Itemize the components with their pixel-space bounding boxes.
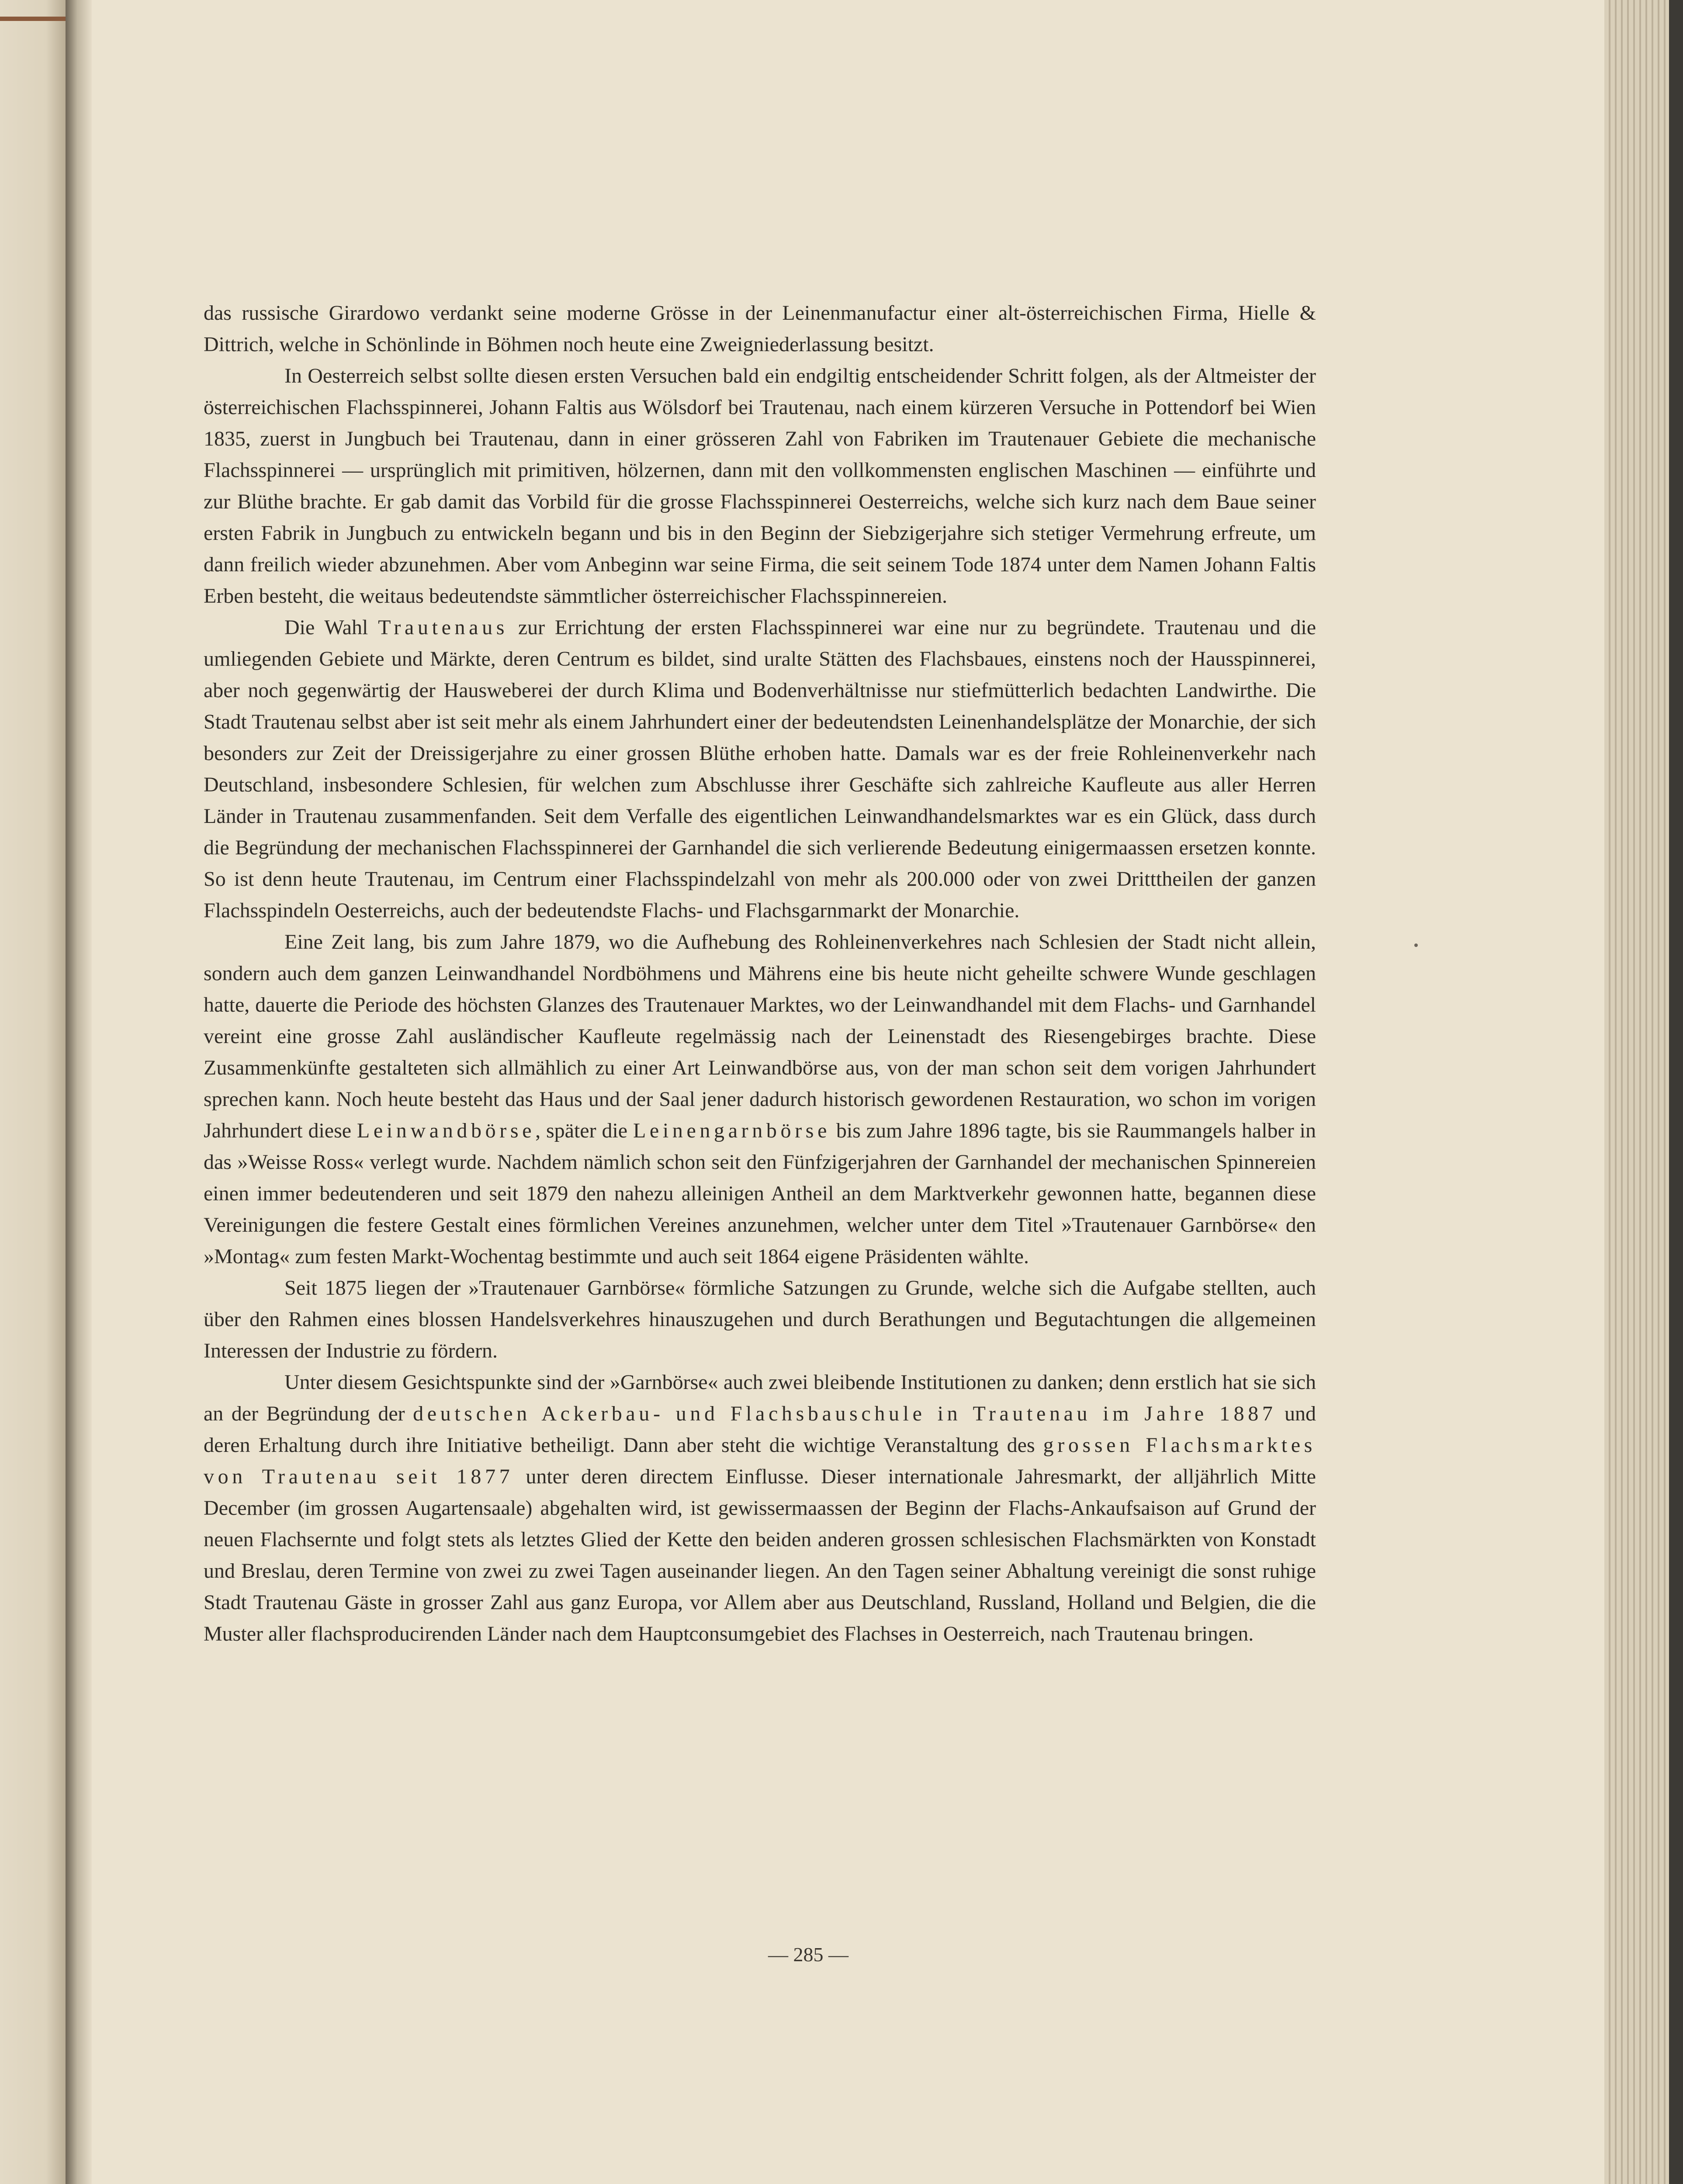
paragraph-6-lead: Unter diesem Gesichtspunkte sind der »Garnbörse« auch zwei bleibende Institutionen zu danken; denn erstlich hat sie sich an der Begründung der	[204, 1371, 1316, 1425]
previous-page-edge	[0, 0, 66, 2184]
spaced-term-leinengarnboerse: Leinengarnbörse	[633, 1119, 831, 1142]
paragraph-2: In Oesterreich selbst sollte diesen ersten Versuchen bald ein endgiltig entscheidender Schritt folgen, als der Altmeister der österreichischen Flachsspinnerei, Johann Faltis aus Wölsdorf bei Trautenau, nach einem kürzeren Versuche in Pottendorf bei Wien 1835, zuerst in Jungbuch bei Trautenau, dann in einer grösseren Zahl von Fabriken im Trautenauer Gebiete die mechanische Flachsspinnerei — ursprünglich mit primitiven, hölzernen, dann mit den vollkommensten englischen Maschinen — einführte und zur Blüthe brachte. Er gab damit das Vorbild für die grosse Flachsspinnerei Oesterreichs, welche sich kurz nach dem Baue seiner ersten Fabrik in Jungbuch zu entwickeln begann und bis in den Beginn der Siebzigerjahre sich stetiger Vermehrung erfreute, um dann freilich wieder abzunehmen. Aber vom Anbeginn war seine Firma, die seit seinem Tode 1874 unter dem Namen Johann Faltis Erben besteht, die weitaus bedeutendste sämmtlicher österreichischer Flachsspinnereien.	[204, 364, 1316, 608]
spaced-term-trautenaus: Trautenaus	[378, 616, 509, 639]
page-number: — 285 —	[768, 1943, 848, 1966]
spaced-term-flachsbauschule: deutschen Ackerbau- und Flachsbauschule in Trautenau im Jahre 1887	[413, 1402, 1277, 1425]
ink-speck	[1414, 943, 1418, 947]
body-text	[204, 297, 1316, 1650]
paragraph-4-mid: , später die	[535, 1119, 633, 1142]
book-gutter	[66, 0, 92, 2184]
book-cover-edge	[1669, 0, 1683, 2184]
paragraph-3-rest: zur Errichtung der ersten Flachsspinnerei war eine nur zu begründete. Trautenau und die umliegenden Gebiete und Märkte, deren Centrum es bildet, sind uralte Stätten des Flachsbaues, einstens noch der Hausspinnerei, aber noch gegenwärtig der Hausweberei der durch Klima und Bodenverhältnisse nur stiefmütterlich bedachten Landwirthe. Die Stadt Trautenau selbst aber ist seit mehr als einem Jahrhundert einer der bedeutendsten Leinenhandelsplätze der Monarchie, der sich besonders zur Zeit der Dreissigerjahre zu einer grossen Blüthe erhoben hatte. Damals war es der freie Rohleinenverkehr nach Deutschland, insbesondere Schlesien, für welchen zum Abschlusse ihrer Geschäfte sich zahlreiche Kaufleute aus aller Herren Länder in Trautenau zusammenfanden. Seit dem Verfalle des eigentlichen Leinwandhandelsmarktes war es ein Glück, dass durch die Begründung der mechanischen Flachsspinnerei der Garnhandel die sich verlierende Bedeutung einigermaassen ersetzen konnte. So ist denn heute Trautenau, im Centrum einer Flachsspindelzahl von mehr als 200.000 oder von zwei Dritttheilen der ganzen Flachsspindeln Oesterreichs, auch der bedeutendste Flachs- und Flachsgarnmarkt der Monarchie.	[204, 616, 1316, 922]
spaced-term-flachsmarkt: grossen Flachsmarktes von Trautenau seit 1877	[204, 1434, 1316, 1488]
spaced-term-leinwandboerse: Leinwandbörse	[357, 1119, 536, 1142]
paragraph-1: das russische Girardowo verdankt seine moderne Grösse in der Leinenmanufactur einer alt-österreichischen Firma, Hielle & Dittrich, welche in Schönlinde in Böhmen noch heute eine Zweigniederlassung besitzt.	[204, 301, 1316, 356]
paragraph-3	[204, 612, 1316, 926]
paragraph-6	[204, 1367, 1316, 1650]
paragraph-4-rest: bis zum Jahre 1896 tagte, bis sie Raummangels halber in das »Weisse Ross« verlegt wurde. Nachdem nämlich schon seit den Fünfzigerjahren der Garnhandel der mechanischen Spinnereien einen immer bedeutenderen und seit 1879 den nahezu alleinigen Antheil an dem Marktverkehr gewonnen hatte, begannen diese Vereinigungen die festere Gestalt eines förmlichen Vereines anzunehmen, welcher unter dem Titel »Trautenauer Garnbörse« den »Montag« zum festen Markt-Wochentag bestimmte und auch seit 1864 eigene Präsidenten wählte.	[204, 1119, 1316, 1268]
paragraph-4-lead: Eine Zeit lang, bis zum Jahre 1879, wo die Aufhebung des Rohleinenverkehres nach Schlesien der Stadt nicht allein, sondern auch dem ganzen Leinwandhandel Nordböhmens und Mährens eine bis heute nicht geheilte schwere Wunde geschlagen hatte, dauerte die Periode des höchsten Glanzes des Trautenauer Marktes, wo der Leinwandhandel mit dem Flachs- und Garnhandel vereint eine grosse Zahl ausländischer Kaufleute regelmässig nach der Leinenstadt des Riesengebirges brachte. Diese Zusammenkünfte gestalteten sich allmählich zu einer Art Leinwandbörse aus, von der man schon seit dem vorigen Jahrhundert sprechen kann. Noch heute besteht das Haus und der Saal jener dadurch historisch gewordenen Restauration, wo schon im vorigen Jahrhundert diese	[204, 930, 1316, 1142]
paragraph-4	[204, 926, 1316, 1272]
paragraph-3-lead: Die Wahl	[284, 616, 378, 639]
paragraph-6-mid: und deren Erhaltung durch ihre Initiative betheiligt. Dann aber steht die wichtige Veranstaltung des	[204, 1402, 1316, 1457]
previous-page-rule	[0, 17, 66, 21]
paragraph-6-rest: unter deren directem Einflusse. Dieser internationale Jahresmarkt, der alljährlich Mitte December (im grossen Augartensaale) abgehalten wird, ist gewissermaassen der Beginn der Flachs-Ankaufsaison auf Grund der neuen Flachsernte und folgt stets als letztes Glied der Kette den beiden anderen grossen schlesischen Flachsmärkten von Konstadt und Breslau, deren Termine von zwei zu zwei Tagen auseinander liegen. An den Tagen seiner Abhaltung vereinigt die sonst ruhige Stadt Trautenau Gäste in grosser Zahl aus ganz Europa, vor Allem aber aus Deutschland, Russland, Holland und Belgien, die die Muster aller flachsproducirenden Länder nach dem Hauptconsumgebiet des Flachses in Oesterreich, nach Trautenau bringen.	[204, 1465, 1316, 1645]
paragraph-5: Seit 1875 liegen der »Trautenauer Garnbörse« förmliche Satzungen zu Grunde, welche sich die Aufgabe stellten, auch über den Rahmen eines blossen Handelsverkehres hinauszugehen und durch Berathungen und Begutachtungen die allgemeinen Interessen der Industrie zu fördern.	[204, 1276, 1316, 1362]
